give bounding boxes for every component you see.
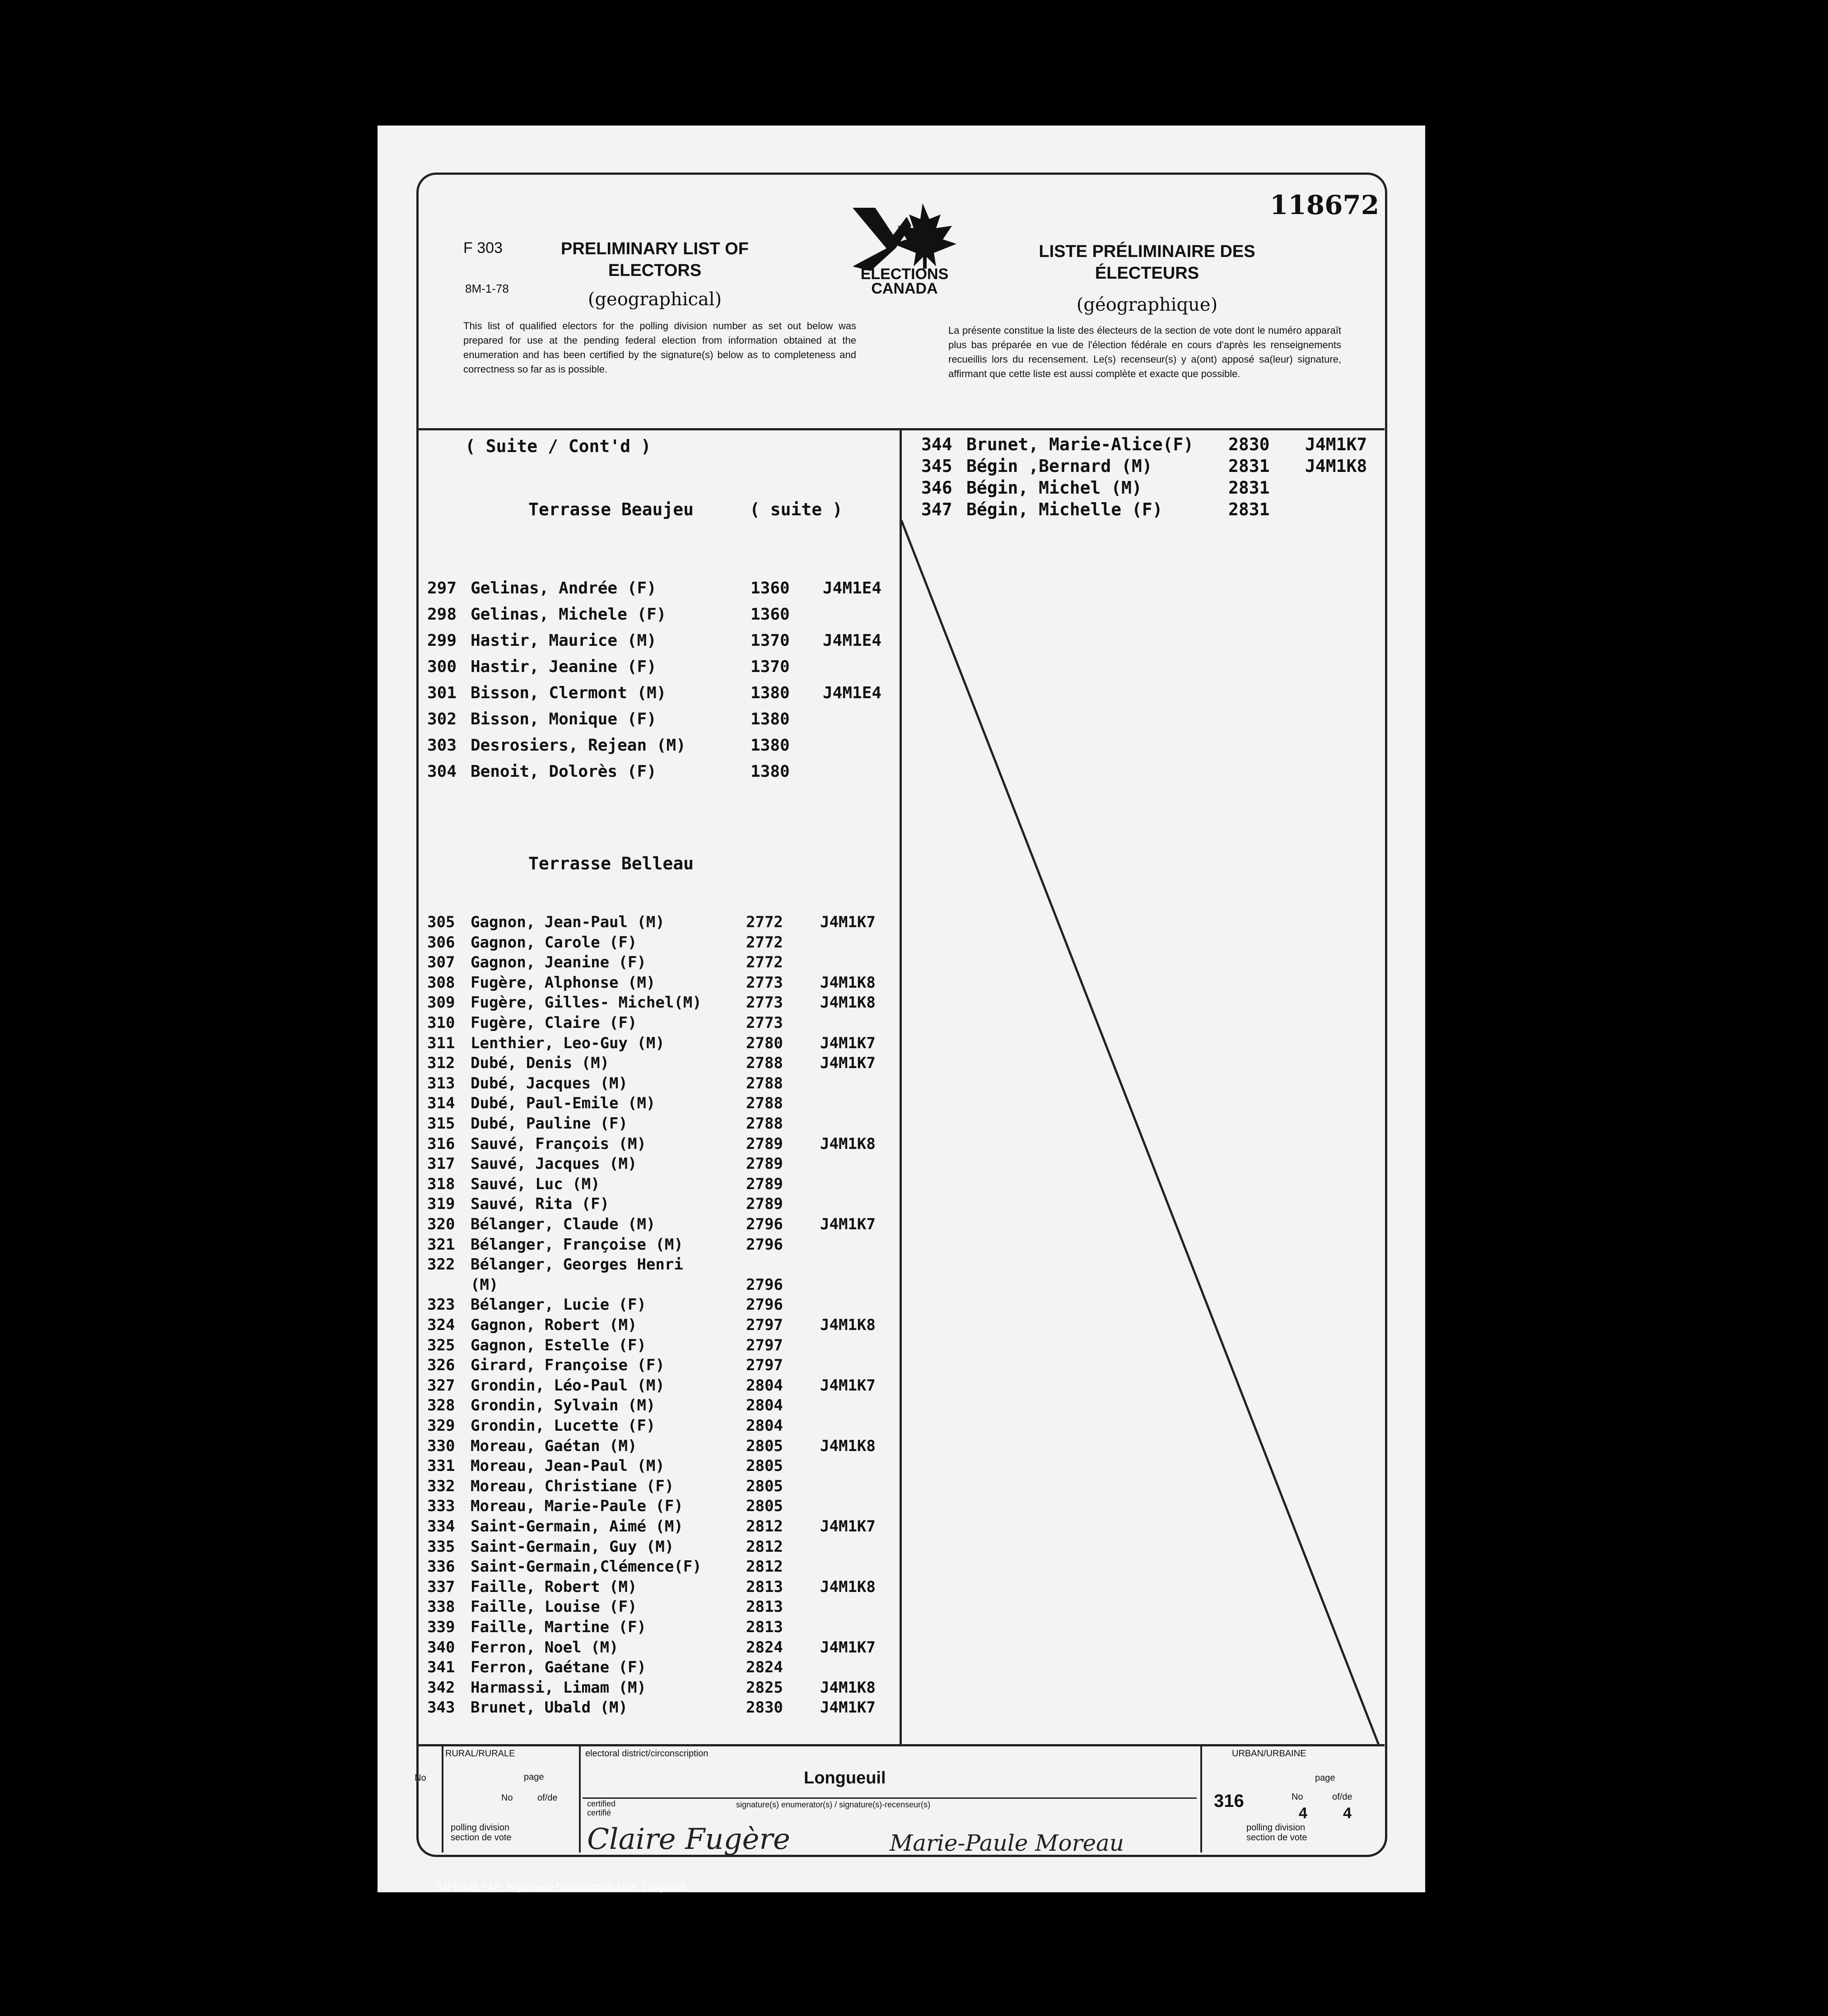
elector-name: Hastir, Maurice (M) [471, 631, 657, 650]
elector-postal-code: J4M1K8 [820, 1134, 876, 1153]
elector-name: Grondin, Lucette (F) [471, 1417, 656, 1435]
elector-name: Dubé, Pauline (F) [471, 1115, 628, 1133]
suite-label: ( suite ) [750, 499, 843, 519]
elector-postal-code: J4M1K7 [820, 1638, 876, 1657]
elector-postal-code: J4M1K7 [820, 1034, 876, 1052]
elector-name: Lenthier, Leo-Guy (M) [471, 1034, 665, 1052]
elector-number: 337 [427, 1577, 455, 1596]
elector-number: 339 [427, 1618, 455, 1636]
elector-name: Bisson, Clermont (M) [471, 684, 667, 702]
serial-number: 118672 [1270, 190, 1380, 220]
elector-postal-code: J4M1K7 [820, 1517, 876, 1535]
footer-divider [416, 1744, 1385, 1746]
title-fr-line2: ÉLECTEURS [1095, 264, 1199, 283]
elector-postal-code: J4M1K7 [1305, 434, 1367, 454]
elector-number: 308 [427, 973, 455, 992]
elector-address: 2796 [746, 1296, 783, 1314]
elector-name: Desrosiers, Rejean (M) [471, 736, 686, 755]
elector-number: 341 [427, 1658, 455, 1677]
elector-name: Saint-Germain,Clémence(F) [471, 1558, 702, 1576]
elector-number: 318 [427, 1175, 455, 1193]
elector-name: Ferron, Gaétane (F) [471, 1658, 646, 1677]
elector-address: 2805 [746, 1437, 783, 1455]
subtitle-fr: (géographique) [1076, 294, 1218, 315]
elector-number: 301 [427, 684, 457, 702]
elector-number: 333 [427, 1497, 455, 1516]
elector-address: 2773 [746, 1014, 783, 1032]
elector-postal-code: J4M1K8 [820, 1678, 876, 1697]
elector-name: Bégin ,Bernard (M) [966, 456, 1152, 476]
elector-name: Saint-Germain, Aimé (M) [471, 1517, 683, 1535]
elector-address: 2830 [746, 1699, 783, 1717]
elector-postal-code: J4M1K8 [1305, 456, 1367, 476]
elector-number: 346 [921, 478, 952, 498]
elector-number: 316 [427, 1134, 455, 1153]
elector-number: 313 [427, 1074, 455, 1092]
elector-number: 342 [427, 1678, 455, 1697]
elector-address: 2789 [746, 1155, 783, 1173]
no-label: No [1292, 1792, 1303, 1802]
title-fr-line1: LISTE PRÉLIMINAIRE DES [1039, 242, 1255, 261]
elector-name: Gelinas, Michele (F) [471, 605, 667, 624]
elector-address: 2805 [746, 1497, 783, 1516]
street-name: Terrasse Beaujeu [528, 499, 694, 519]
elector-postal-code: J4M1K8 [820, 1577, 876, 1596]
elector-address: 2788 [746, 1054, 783, 1073]
elector-number: 312 [427, 1054, 455, 1073]
logo-elections: ELECTIONS [860, 266, 949, 283]
elector-address: 2813 [746, 1598, 783, 1616]
elector-name: Dubé, Jacques (M) [471, 1074, 628, 1092]
elector-address: 2796 [746, 1275, 783, 1294]
elector-postal-code: J4M1E4 [823, 631, 882, 650]
elector-number: 297 [427, 579, 457, 597]
elector-address: 2773 [746, 973, 783, 992]
elector-postal-code: J4M1E4 [823, 684, 882, 702]
elector-address: 1370 [751, 631, 790, 650]
footer-rule [1200, 1744, 1202, 1853]
elector-number: 345 [921, 456, 952, 476]
elector-address: 2788 [746, 1115, 783, 1133]
elector-name: Hastir, Jeanine (F) [471, 658, 657, 676]
elector-number: 304 [427, 762, 457, 781]
elector-name: Sauvé, François (M) [471, 1134, 646, 1153]
of-label: of/de [1332, 1792, 1352, 1802]
elector-number: 343 [427, 1699, 455, 1717]
elector-name: Girard, Françoise (F) [471, 1356, 665, 1375]
elector-name: Gagnon, Estelle (F) [471, 1336, 646, 1354]
description-fr: La présente constitue la liste des électeurs de la section de vote dont le numéro apparaît plus bas préparée en vue de l'élection fédérale en cours d'après les renseignements recueillis lors du recensement. Le(s) recenseur(s) y a(ont) apposé sa(leur) signature, affirmant que cette liste est aussi complète et exacte que possible. [948, 325, 1341, 379]
of-label: of/de [537, 1793, 558, 1803]
elector-number: 325 [427, 1336, 455, 1354]
rural-label: RURAL/RURALE [445, 1749, 515, 1759]
footer-rule [579, 1744, 581, 1853]
elector-address: 1380 [751, 762, 790, 781]
elector-address: 2796 [746, 1215, 783, 1233]
elector-name: Brunet, Marie-Alice(F) [966, 434, 1194, 454]
no-label: No [415, 1773, 426, 1783]
elector-address: 2812 [746, 1558, 783, 1576]
elector-address: 1380 [751, 710, 790, 728]
signature-1: Claire Fugère [587, 1823, 790, 1856]
elector-number: 311 [427, 1034, 455, 1052]
elector-postal-code: J4M1K7 [820, 1054, 876, 1073]
elector-name: Bégin, Michel (M) [966, 478, 1142, 498]
elector-postal-code: J4M1K7 [820, 913, 876, 931]
elector-number: 305 [427, 913, 455, 931]
elector-address: 2772 [746, 953, 783, 972]
elector-address: 2825 [746, 1678, 783, 1697]
elector-address: 2830 [1228, 434, 1270, 454]
elector-address: 2773 [746, 994, 783, 1012]
elector-number: 335 [427, 1537, 455, 1556]
elector-address: 2805 [746, 1477, 783, 1495]
elector-number: 315 [427, 1115, 455, 1133]
elector-number: 321 [427, 1235, 455, 1254]
elector-name: Grondin, Léo-Paul (M) [471, 1376, 665, 1395]
elector-postal-code: J4M1K7 [820, 1376, 876, 1395]
elector-postal-code: J4M1K7 [820, 1215, 876, 1233]
certified-label: certified certifié [587, 1799, 616, 1817]
no-label: No [501, 1793, 513, 1803]
elector-address: 1370 [751, 658, 790, 676]
district-label: electoral district/circonscription [585, 1749, 709, 1759]
elector-name: Brunet, Ubald (M) [471, 1699, 628, 1717]
elector-address: 2788 [746, 1094, 783, 1113]
elector-address: 2804 [746, 1417, 783, 1435]
elector-name: Faille, Louise (F) [471, 1598, 637, 1616]
elector-number: 331 [427, 1457, 455, 1475]
elector-number: 303 [427, 736, 457, 755]
elector-address: 2789 [746, 1195, 783, 1213]
district-name: Longueuil [804, 1769, 886, 1787]
page-total: 4 [1343, 1805, 1352, 1822]
elector-postal-code: J4M1K7 [820, 1699, 876, 1717]
title-en-line2: ELECTORS [608, 261, 702, 280]
elector-address: 2831 [1228, 478, 1270, 498]
elector-address: 2813 [746, 1577, 783, 1596]
contd-label: ( Suite / Cont'd ) [465, 436, 651, 456]
elector-number: 299 [427, 631, 457, 650]
elector-name: Bégin, Michelle (F) [966, 499, 1163, 519]
elector-address: 2804 [746, 1376, 783, 1395]
elector-number: 300 [427, 658, 457, 676]
elector-name: Gelinas, Andrée (F) [471, 579, 657, 597]
elector-name: Sauvé, Rita (F) [471, 1195, 610, 1213]
elector-address: 2796 [746, 1235, 783, 1254]
elector-postal-code: J4M1E4 [823, 579, 882, 597]
signature-label: signature(s) enumerator(s) / signature(s)-recenseur(s) [736, 1800, 931, 1809]
elector-address: 2824 [746, 1638, 783, 1657]
elector-name: Moreau, Gaétan (M) [471, 1437, 637, 1455]
form-date: 8M-1-78 [465, 282, 509, 295]
page-label: page [1315, 1773, 1335, 1783]
elector-number: 338 [427, 1598, 455, 1616]
elector-number: 334 [427, 1517, 455, 1535]
elector-number: 317 [427, 1155, 455, 1173]
elector-number: 323 [427, 1296, 455, 1314]
elector-name: Moreau, Christiane (F) [471, 1477, 674, 1495]
elector-name: Grondin, Sylvain (M) [471, 1396, 656, 1415]
elector-name: Gagnon, Jean-Paul (M) [471, 913, 665, 931]
title-en-line1: PRELIMINARY LIST OF [561, 239, 749, 258]
elector-postal-code: J4M1K8 [820, 1437, 876, 1455]
elector-address: 2772 [746, 913, 783, 931]
elector-address: 2789 [746, 1134, 783, 1153]
elector-name: Ferron, Noel (M) [471, 1638, 619, 1657]
elector-number: 336 [427, 1558, 455, 1576]
elector-number: 319 [427, 1195, 455, 1213]
elector-name: Bélanger, Françoise (M) [471, 1235, 683, 1254]
elector-number: 327 [427, 1376, 455, 1395]
subtitle-en: (geographical) [588, 289, 722, 310]
elector-name: Faille, Martine (F) [471, 1618, 646, 1636]
elector-name: Bisson, Monique (F) [471, 710, 657, 728]
elector-number: 302 [427, 710, 457, 728]
elector-address: 1380 [751, 736, 790, 755]
elector-name: Bélanger, Georges Henri [471, 1255, 683, 1274]
elector-address: 2797 [746, 1316, 783, 1334]
elector-name: Saint-Germain, Guy (M) [471, 1537, 674, 1556]
form-code: F 303 [463, 239, 503, 257]
elector-name: Benoit, Dolorès (F) [471, 762, 657, 781]
elector-address: 2831 [1228, 499, 1270, 519]
elector-number: 347 [921, 499, 952, 519]
elector-number: 314 [427, 1094, 455, 1113]
polling-label-urban: polling division section de vote [1246, 1823, 1307, 1843]
elector-number: 328 [427, 1396, 455, 1415]
page-label: page [524, 1772, 544, 1782]
elector-name: (M) [471, 1275, 499, 1294]
footer-rule [583, 1797, 1197, 1799]
elector-address: 2804 [746, 1396, 783, 1415]
elector-address: 2772 [746, 933, 783, 952]
elector-address: 2831 [1228, 456, 1270, 476]
urban-label: URBAN/URBAINE [1232, 1749, 1306, 1759]
elector-number: 344 [921, 434, 952, 454]
elector-name: Dubé, Denis (M) [471, 1054, 610, 1073]
elector-number: 329 [427, 1417, 455, 1435]
elector-name: Gagnon, Carole (F) [471, 933, 637, 952]
elector-address: 2788 [746, 1074, 783, 1092]
elector-name: Sauvé, Luc (M) [471, 1175, 600, 1193]
elector-number: 324 [427, 1316, 455, 1334]
polling-number: 316 [1214, 1791, 1244, 1811]
elector-address: 2812 [746, 1537, 783, 1556]
signature-2: Marie-Paule Moreau [890, 1830, 1124, 1856]
elector-name: Harmassi, Limam (M) [471, 1678, 646, 1697]
elector-postal-code: J4M1K8 [820, 994, 876, 1012]
elector-name: Gagnon, Jeanine (F) [471, 953, 646, 972]
elector-number: 340 [427, 1638, 455, 1657]
elector-address: 2780 [746, 1034, 783, 1052]
elector-postal-code: J4M1K8 [820, 1316, 876, 1334]
elector-name: Moreau, Marie-Paule (F) [471, 1497, 683, 1516]
elector-name: Fugère, Claire (F) [471, 1014, 637, 1032]
elector-name: Bélanger, Claude (M) [471, 1215, 656, 1233]
elector-name: Faille, Robert (M) [471, 1577, 637, 1596]
elector-number: 330 [427, 1437, 455, 1455]
elector-address: 1360 [751, 579, 790, 597]
elector-address: 2789 [746, 1175, 783, 1193]
elector-name: Dubé, Paul-Emile (M) [471, 1094, 656, 1113]
page-number: 4 [1299, 1805, 1307, 1822]
elector-number: 298 [427, 605, 457, 624]
elector-name: Sauvé, Jacques (M) [471, 1155, 637, 1173]
logo-canada: CANADA [871, 280, 938, 297]
elector-name: Moreau, Jean-Paul (M) [471, 1457, 665, 1475]
elector-name: Fugère, Alphonse (M) [471, 973, 656, 992]
elector-address: 1380 [751, 684, 790, 702]
elector-postal-code: J4M1K8 [820, 973, 876, 992]
elector-address: 2824 [746, 1658, 783, 1677]
elector-address: 2797 [746, 1336, 783, 1354]
polling-label-rural: polling division section de vote [451, 1823, 512, 1843]
elector-address: 2805 [746, 1457, 783, 1475]
footer-rule [442, 1744, 443, 1853]
elector-address: 1360 [751, 605, 790, 624]
elector-number: 309 [427, 994, 455, 1012]
elector-name: Bélanger, Lucie (F) [471, 1296, 646, 1314]
diagonal-line [900, 519, 1384, 1748]
elector-address: 2797 [746, 1356, 783, 1375]
elector-name: Gagnon, Robert (M) [471, 1316, 637, 1334]
elector-address: 2813 [746, 1618, 783, 1636]
elector-number: 332 [427, 1477, 455, 1495]
printer-imprint: IMPRIMÉ PAR: Imprimerie Desmarchais Ltée, Longueuil [436, 1881, 686, 1893]
elector-number: 310 [427, 1014, 455, 1032]
description-en: This list of qualified electors for the polling division number as set out below was prepared for use at the pending federal election from information obtained at the enumeration and has been certified by the signature(s) below as to completeness and correctness so far as is possible. [463, 320, 856, 375]
elector-address: 2812 [746, 1517, 783, 1535]
elector-number: 306 [427, 933, 455, 952]
elector-number: 320 [427, 1215, 455, 1233]
elector-name: Fugère, Gilles- Michel(M) [471, 994, 702, 1012]
elector-number: 326 [427, 1356, 455, 1375]
elector-number: 307 [427, 953, 455, 972]
street-name: Terrasse Belleau [528, 854, 694, 873]
elector-number: 322 [427, 1255, 455, 1274]
